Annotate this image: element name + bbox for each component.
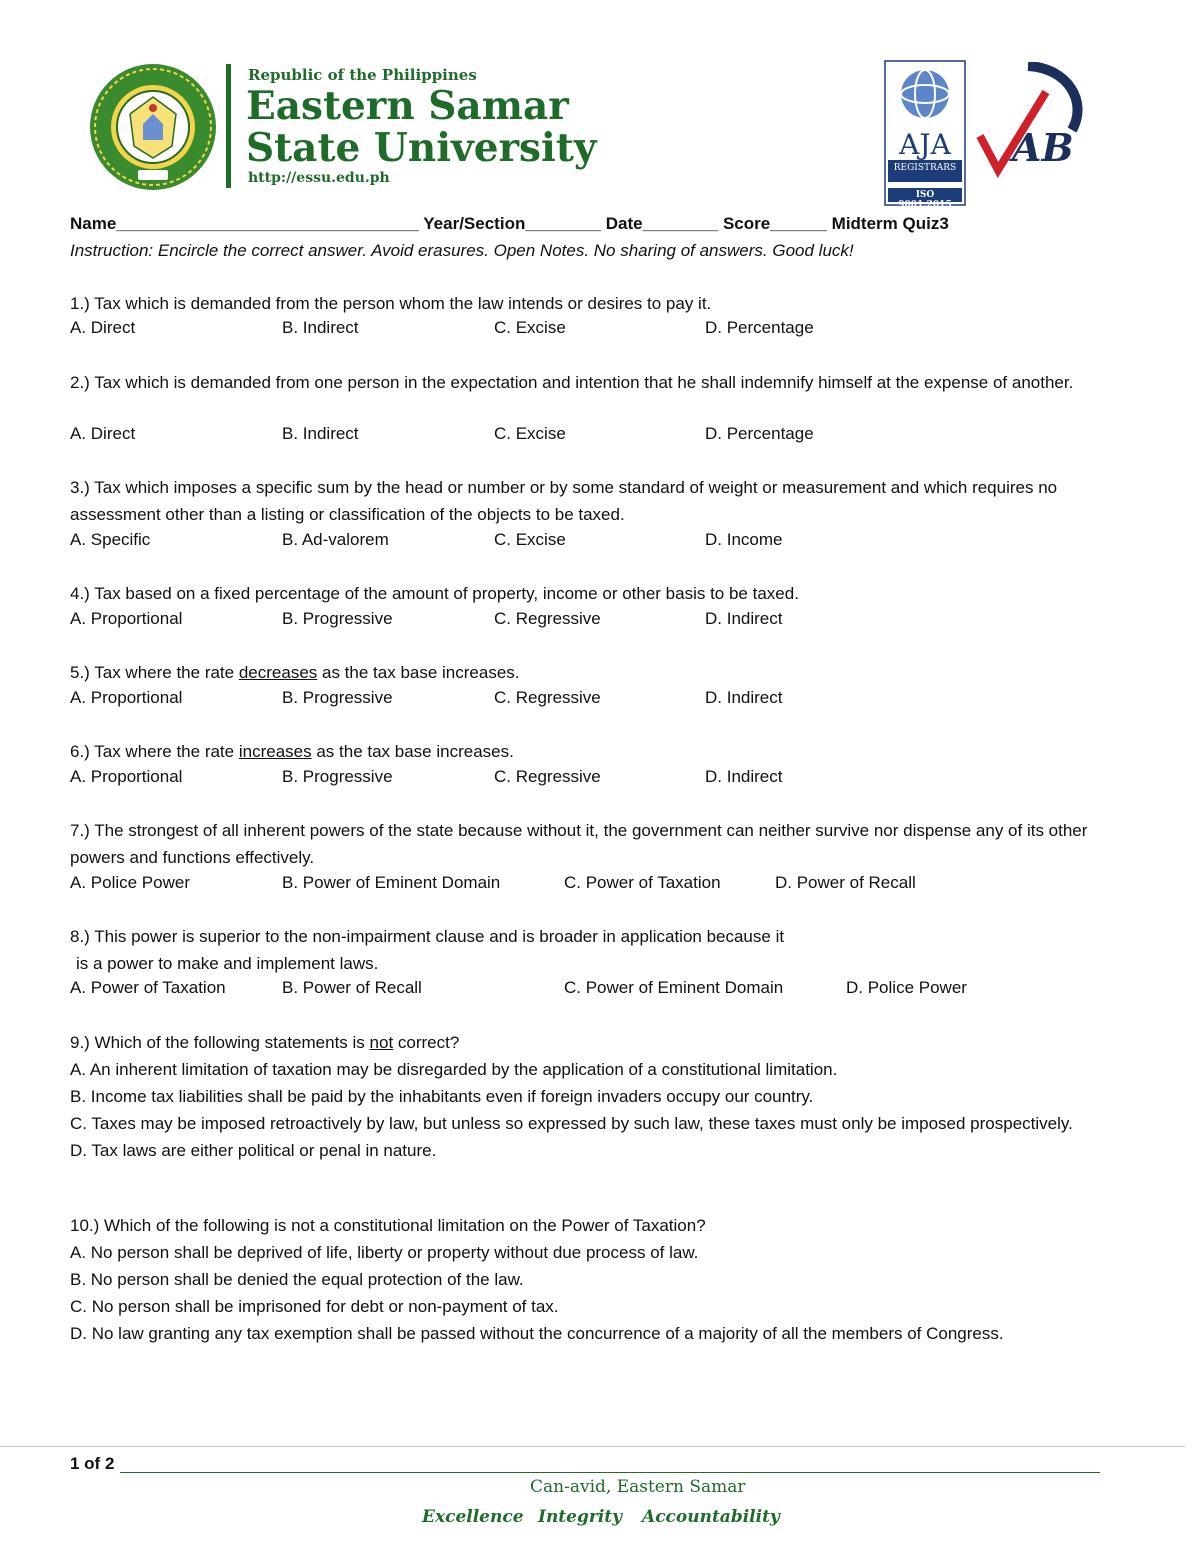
question-stem-end: correct? — [393, 1033, 460, 1052]
underlined-keyword: decreases — [238, 663, 318, 682]
date-label: Date — [605, 214, 643, 233]
option-d[interactable]: D. Income — [705, 530, 783, 549]
option-b[interactable]: B. Indirect — [282, 318, 359, 337]
iso-badge: ISO 9001:2015 — [898, 190, 952, 210]
student-info-line: Name________________________________ Year/Section________ Date________ Score______ Midterm Quiz3 — [70, 214, 949, 233]
question-stem: 9.) Which of the following statements is — [70, 1033, 370, 1052]
option-b[interactable]: B. Ad-valorem — [282, 530, 389, 549]
question-stem-end: as the tax base increases. — [317, 663, 520, 682]
question-6 — [70, 738, 1135, 765]
option-c[interactable]: C. Power of Eminent Domain — [564, 978, 784, 997]
question-4 — [70, 580, 1135, 607]
name-label: Name — [70, 214, 117, 233]
option-d[interactable]: D. Indirect — [705, 688, 783, 707]
page-number: 1 of 2 — [70, 1454, 115, 1473]
option-d[interactable]: D. Police Power — [846, 978, 967, 997]
option-c[interactable]: C. Power of Taxation — [564, 873, 721, 892]
option-a[interactable]: A. Specific — [70, 530, 151, 549]
university-url: http://essu.edu.ph — [248, 170, 390, 186]
quiz-title: Midterm Quiz3 — [831, 214, 949, 233]
footer-green-line — [120, 1472, 1100, 1473]
underlined-keyword: increases — [238, 742, 312, 761]
question-stem-end: as the tax base increases. — [311, 742, 514, 761]
aja-logo-text: AJA — [899, 128, 951, 161]
option-d[interactable]: D. Percentage — [705, 318, 814, 337]
motto-excellence: Excellence — [422, 1507, 524, 1527]
choice-c[interactable]: C. No person shall be imprisoned for debt or non-payment of tax. — [70, 1297, 559, 1316]
question-9 — [70, 1029, 1135, 1164]
question-stem-line2: is a power to make and implement laws. — [76, 954, 379, 973]
question-stem: 7.) The strongest of all inherent powers of the state because without it, the government can neither survive nor dispense any of its other powers and functions effectively. — [70, 821, 1088, 867]
option-c[interactable]: C. Regressive — [494, 688, 601, 707]
underlined-keyword: not — [369, 1033, 394, 1052]
instruction-text: Instruction: Encircle the correct answer. Avoid erasures. Open Notes. No sharing of answers. Good luck! — [70, 241, 854, 260]
question-stem: 1.) Tax which is demanded from the person whom the law intends or desires to pay it. — [70, 294, 712, 313]
choice-b[interactable]: B. Income tax liabilities shall be paid by the inhabitants even if foreign invaders occupy our country. — [70, 1087, 814, 1106]
aja-registrars-text: REGISTRARS — [893, 163, 957, 173]
question-1 — [70, 290, 1135, 317]
republic-line: Republic of the Philippines — [248, 66, 477, 84]
question-8 — [70, 923, 1135, 977]
option-a[interactable]: A. Direct — [70, 424, 136, 443]
option-b[interactable]: B. Power of Eminent Domain — [282, 873, 501, 892]
option-b[interactable]: B. Progressive — [282, 688, 393, 707]
option-c[interactable]: C. Excise — [494, 318, 566, 337]
motto-accountability: Accountability — [642, 1507, 780, 1527]
question-7 — [70, 817, 1135, 871]
question-10 — [70, 1212, 1135, 1347]
score-label: Score — [722, 214, 771, 233]
option-d[interactable]: D. Indirect — [705, 609, 783, 628]
question-2 — [70, 369, 1080, 396]
option-b[interactable]: B. Progressive — [282, 767, 393, 786]
question-stem: 6.) Tax where the rate — [70, 742, 239, 761]
option-a[interactable]: A. Power of Taxation — [70, 978, 226, 997]
option-b[interactable]: B. Indirect — [282, 424, 359, 443]
choice-c[interactable]: C. Taxes may be imposed retroactively by law, but unless so expressed by such law, these taxes must only be imposed prospectively. — [70, 1114, 1073, 1133]
option-d[interactable]: D. Percentage — [705, 424, 814, 443]
question-3 — [70, 474, 1135, 528]
footer-address: Can-avid, Eastern Samar — [530, 1477, 746, 1497]
option-a[interactable]: A. Police Power — [70, 873, 190, 892]
option-d[interactable]: D. Power of Recall — [775, 873, 916, 892]
option-a[interactable]: A. Proportional — [70, 767, 183, 786]
question-5 — [70, 659, 1135, 686]
uab-logo-text: AB — [1012, 125, 1074, 170]
option-b[interactable]: B. Power of Recall — [282, 978, 422, 997]
option-c[interactable]: C. Excise — [494, 530, 566, 549]
option-a[interactable]: A. Direct — [70, 318, 136, 337]
option-b[interactable]: B. Progressive — [282, 609, 393, 628]
question-stem: 10.) Which of the following is not a constitutional limitation on the Power of Taxation? — [70, 1216, 706, 1235]
choice-d[interactable]: D. Tax laws are either political or penal in nature. — [70, 1141, 437, 1160]
option-c[interactable]: C. Regressive — [494, 609, 601, 628]
option-c[interactable]: C. Regressive — [494, 767, 601, 786]
letterhead-divider — [226, 64, 231, 188]
choice-a[interactable]: A. An inherent limitation of taxation may be disregarded by the application of a constitutional limitation. — [70, 1060, 838, 1079]
university-seal-logo — [88, 62, 218, 192]
question-stem: 5.) Tax where the rate — [70, 663, 239, 682]
question-stem: 4.) Tax based on a fixed percentage of the amount of property, income or other basis to be taxed. — [70, 584, 799, 603]
option-a[interactable]: A. Proportional — [70, 688, 183, 707]
option-a[interactable]: A. Proportional — [70, 609, 183, 628]
university-name-line1: Eastern Samar — [246, 83, 569, 129]
choice-d[interactable]: D. No law granting any tax exemption shall be passed without the concurrence of a majority of all the members of Congress. — [70, 1324, 1004, 1343]
choice-a[interactable]: A. No person shall be deprived of life, liberty or property without due process of law. — [70, 1243, 699, 1262]
motto-integrity: Integrity — [538, 1507, 623, 1527]
option-c[interactable]: C. Excise — [494, 424, 566, 443]
question-stem: 2.) Tax which is demanded from one person in the expectation and intention that he shall indemnify himself at the expense of another. — [70, 373, 1074, 392]
choice-b[interactable]: B. No person shall be denied the equal protection of the law. — [70, 1270, 524, 1289]
question-stem: 3.) Tax which imposes a specific sum by the head or number or by some standard of weight or measurement and which requires no assessment other than a listing or classification of the objects to be taxed. — [70, 478, 1058, 524]
option-d[interactable]: D. Indirect — [705, 767, 783, 786]
university-name-line2: State University — [246, 125, 597, 171]
year-section-label: Year/Section — [423, 214, 526, 233]
question-stem: 8.) This power is superior to the non-impairment clause and is broader in application because it — [70, 927, 785, 946]
footer-divider — [0, 1446, 1185, 1447]
